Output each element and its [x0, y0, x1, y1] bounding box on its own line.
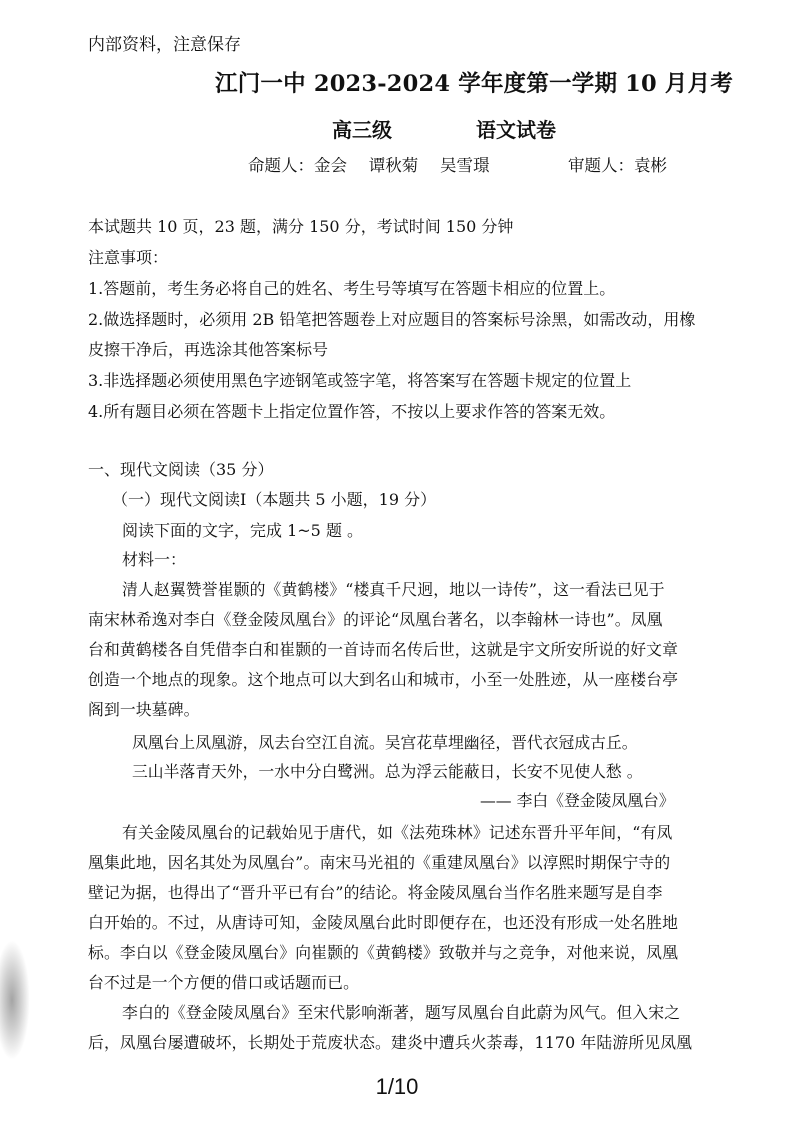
- exam-summary: 本试题共 10 页，23 题，满分 150 分，考试时间 150 分钟: [88, 217, 514, 236]
- passage-line: 台和黄鹤楼各自凭借李白和崔颢的一首诗而名传后世，这就是宇文所安所说的好文章: [88, 640, 679, 659]
- subject-label: 语文试卷: [476, 118, 556, 142]
- notice-item: 1.答题前，考生务必将自己的姓名、考生号等填写在答题卡相应的位置上。: [88, 279, 616, 298]
- passage-line: 白开始的。不过，从唐诗可知，金陵凤凰台此时即便存在，也还没有形成一处名胜地: [88, 913, 679, 932]
- exam-authors: 命题人：金会 谭秋菊 吴雪璟: [248, 156, 490, 175]
- section-subheading: （一）现代文阅读Ⅰ（本题共 5 小题，19 分）: [112, 490, 437, 509]
- poem-attribution: —— 李白《登金陵凤凰台》: [480, 791, 675, 810]
- notice-item: 2.做选择题时，必须用 2B 铅笔把答题卷上对应题目的答案标号涂黑，如需改动，用橡: [88, 310, 696, 329]
- reading-prompt: 阅读下面的文字，完成 1~5 题 。: [122, 521, 364, 540]
- poem-line: 三山半落青天外，一水中分白鹭洲。总为浮云能蔽日，长安不见使人愁 。: [132, 762, 643, 781]
- scan-smudge: [0, 940, 30, 1060]
- passage-line: 标。李白以《登金陵凤凰台》向崔颢的《黄鹤楼》致敬并与之竞争，对他来说，凤凰: [88, 943, 679, 962]
- exam-title: 江门一中 2023-2024 学年度第一学期 10 月月考: [215, 71, 734, 97]
- section-heading: 一、现代文阅读（35 分）: [88, 460, 274, 479]
- confidential-note: 内部资料，注意保存: [88, 35, 241, 55]
- passage-line: 后，凤凰台屡遭破坏，长期处于荒废状态。建炎中遭兵火荼毒，1170 年陆游所见凤凰: [88, 1033, 693, 1052]
- passage-line: 南宋林希逸对李白《登金陵凤凰台》的评论“凤凰台著名，以李翰林一诗也”。凤凰: [88, 610, 663, 629]
- passage-line: 阁到一块墓碑。: [88, 700, 200, 719]
- passage-line: 台不过是一个方便的借口或话题而已。: [88, 973, 360, 992]
- poem-line: 凤凰台上凤凰游，凤去台空江自流。吴宫花草埋幽径，晋代衣冠成古丘。: [132, 733, 638, 752]
- notice-item: 3.非选择题必须使用黑色字迹钢笔或签字笔，将答案写在答题卡规定的位置上: [88, 371, 632, 390]
- notice-item: 4.所有题目必须在答题卡上指定位置作答，不按以上要求作答的答案无效。: [88, 402, 616, 421]
- notice-item: 皮擦干净后，再选涂其他答案标号: [88, 340, 329, 359]
- grade-label: 高三级: [332, 118, 392, 142]
- passage-line: 壁记为据，也得出了“晋升平已有台”的结论。将金陵凤凰台当作名胜来题写是自李: [88, 883, 663, 902]
- passage-line: 有关金陵凤凰台的记载始见于唐代，如《法苑珠林》记述东晋升平年间，“有凤: [122, 823, 673, 842]
- page-number: 1/10: [375, 1074, 419, 1099]
- notice-heading: 注意事项：: [88, 248, 169, 267]
- material-label: 材料一：: [122, 550, 187, 569]
- exam-reviewer: 审题人：袁彬: [568, 156, 667, 175]
- passage-line: 清人赵翼赞誉崔颢的《黄鹤楼》“楼真千尺迥，地以一诗传”，这一看法已见于: [122, 580, 665, 599]
- passage-line: 李白的《登金陵凤凰台》至宋代影响渐著，题写凤凰台自此蔚为风气。但入宋之: [122, 1003, 681, 1022]
- passage-line: 凰集此地，因名其处为凤凰台”。南宋马光祖的《重建凤凰台》以淳熙时期保宁寺的: [88, 853, 671, 872]
- passage-line: 创造一个地点的现象。这个地点可以大到名山和城市，小至一处胜迹，从一座楼台亭: [88, 670, 679, 689]
